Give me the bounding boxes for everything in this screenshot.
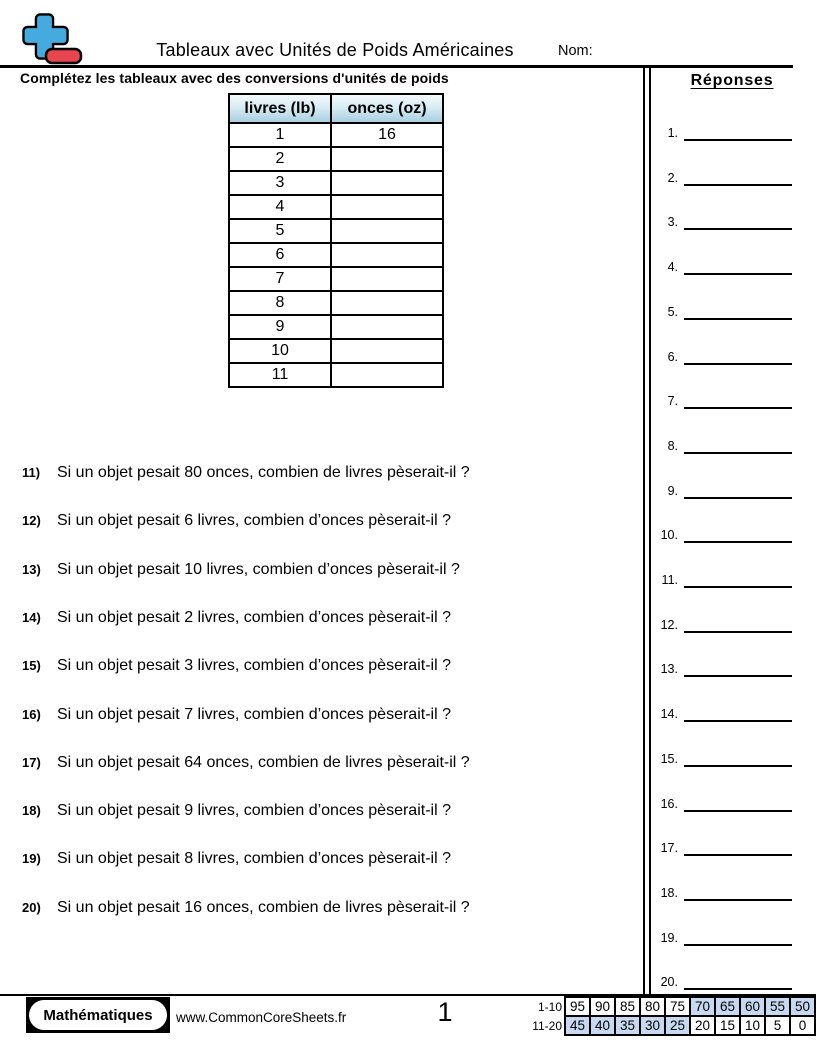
answer-blank-line[interactable] [684,841,792,856]
score-cell: 10 [740,1016,765,1035]
page-number: 1 [437,997,453,1027]
answer-item [650,124,792,141]
question-number: 11) [22,465,41,480]
table-row [229,315,443,339]
answer-number: 1. [667,126,678,140]
score-grid-body [565,997,815,1035]
answer-item [650,571,792,588]
score-cell: 80 [640,997,665,1016]
answers-divider-line [643,68,645,994]
score-cell: 25 [665,1016,690,1035]
question-number: 18) [22,803,41,819]
answer-item [650,258,792,275]
question-number: 16) [22,706,41,722]
instruction-text: Complétez les tableaux avec des conversions d'unités de poids [20,70,449,86]
answer-number: 15. [660,751,678,766]
table-row [229,147,443,171]
onces-value-cell[interactable] [331,171,443,195]
answer-blank-line[interactable] [684,931,792,946]
answer-item [650,437,792,454]
table-row [229,219,443,243]
answer-blank-line[interactable] [684,439,792,454]
score-cell: 50 [790,997,815,1016]
brand-badge-label: Mathématiques [29,1000,167,1030]
answer-item [650,303,792,320]
answer-item [650,795,792,812]
answer-blank-line[interactable] [684,797,792,812]
question-text: Si un objet pesait 16 onces, combien de livres pèserait-il ? [57,898,470,916]
brand-badge [26,997,170,1033]
answer-blank-line[interactable] [684,975,792,990]
score-cell: 15 [715,1016,740,1035]
plus-minus-logo-icon [22,13,84,65]
livres-value-cell: 2 [229,147,331,171]
score-cell: 20 [690,1016,715,1035]
answer-item [650,213,792,230]
question-text: Si un objet pesait 8 livres, combien d’onces pèserait-il ? [57,850,451,868]
question-item [22,512,451,530]
livres-value-cell: 11 [229,363,331,387]
question-text: Si un objet pesait 64 onces, combien de livres pèserait-il ? [57,753,470,771]
conversion-table-header-row [229,94,443,123]
score-cell: 90 [590,997,615,1016]
answer-item [650,526,792,543]
score-cell: 35 [615,1016,640,1035]
table-row [229,291,443,315]
commoncoresheets-logo [22,13,84,70]
table-row [229,363,443,387]
onces-value-cell[interactable] [331,243,443,267]
question-number: 13) [22,561,41,577]
answer-number: 17. [660,841,678,856]
answer-item [650,929,792,946]
question-text: Si un objet pesait 2 livres, combien d’onces pèserait-il ? [57,608,451,626]
answer-blank-line[interactable] [684,126,792,141]
onces-value-cell[interactable] [331,267,443,291]
page-title: Tableaux avec Unités de Poids Américaines [156,40,514,60]
column-header-livres: livres (lb) [229,94,331,123]
answer-number: 16. [660,796,678,811]
answer-number: 10. [660,528,678,543]
question-text: Si un objet pesait 7 livres, combien d’onces pèserait-il ? [57,705,451,723]
table-row [229,123,443,147]
livres-value-cell: 7 [229,267,331,291]
question-number: 14) [22,609,41,625]
question-text: Si un objet pesait 80 onces, combien de livres pèserait-il ? [57,464,470,481]
question-text: Si un objet pesait 10 livres, combien d’onces pèserait-il ? [57,560,460,578]
table-row [229,267,443,291]
answer-number: 2. [667,170,678,185]
answer-blank-line[interactable] [684,573,792,588]
answer-item [650,616,792,633]
answer-item [650,839,792,856]
answer-blank-line[interactable] [684,662,792,677]
answer-number: 3. [667,215,678,230]
answer-number: 13. [660,662,678,677]
score-cell: 95 [565,997,590,1016]
onces-value-cell[interactable] [331,363,443,387]
question-text: Si un objet pesait 9 livres, combien d’onces pèserait-il ? [57,802,451,820]
question-number: 12) [22,513,41,529]
question-number: 15) [22,658,41,674]
question-item [22,850,451,868]
score-cell: 45 [565,1016,590,1035]
score-cell: 60 [740,997,765,1016]
score-grid-row [565,1016,815,1035]
answer-number: 7. [667,394,678,409]
answer-item [650,482,792,499]
livres-value-cell: 5 [229,219,331,243]
answer-blank-line[interactable] [684,305,792,320]
score-cell: 40 [590,1016,615,1035]
question-item [22,464,470,482]
question-text: Si un objet pesait 3 livres, combien d’onces pèserait-il ? [57,657,451,675]
livres-value-cell: 9 [229,315,331,339]
answer-blank-line[interactable] [684,350,792,365]
answer-blank-line[interactable] [684,484,792,499]
answer-number: 6. [667,349,678,364]
header-divider [0,65,793,68]
question-item [22,609,451,627]
answer-blank-line[interactable] [684,215,792,230]
table-row [229,243,443,267]
answer-number: 8. [667,438,678,453]
score-cell: 5 [765,1016,790,1035]
answer-blank-line[interactable] [684,886,792,901]
onces-value-cell[interactable] [331,291,443,315]
answer-number: 5. [667,304,678,319]
onces-value-cell[interactable] [331,147,443,171]
question-item [22,899,470,917]
question-item [22,754,470,772]
score-cell: 85 [615,997,640,1016]
onces-value-cell[interactable] [331,195,443,219]
onces-value-cell[interactable] [331,339,443,363]
name-label: Nom: [558,43,593,59]
question-item [22,561,460,579]
score-grid [564,996,816,1036]
score-row-label-1-10: 1-10 [537,1000,562,1014]
score-row-label-11-20: 11-20 [532,1019,562,1033]
score-cell: 0 [790,1016,815,1035]
score-cell: 75 [665,997,690,1016]
livres-value-cell: 8 [229,291,331,315]
question-number: 17) [22,754,41,770]
question-item [22,706,451,724]
answer-blank-line[interactable] [684,394,792,409]
answer-number: 11. [661,573,678,587]
answer-blank-line[interactable] [684,260,792,275]
answer-blank-line[interactable] [684,171,792,186]
answer-item [650,973,792,990]
question-text: Si un objet pesait 6 livres, combien d’onces pèserait-il ? [57,512,451,530]
score-cell: 70 [690,997,715,1016]
answer-item [650,392,792,409]
answer-item [650,750,792,767]
answers-heading: Réponses [690,72,774,89]
answer-item [650,705,792,722]
livres-value-cell: 1 [229,123,331,147]
onces-value-cell[interactable]: 16 [331,123,443,147]
answer-number: 4. [667,260,678,275]
table-row [229,195,443,219]
score-grid-row [565,997,815,1016]
conversion-table [228,93,444,388]
livres-value-cell: 4 [229,195,331,219]
website-url: www.CommonCoreSheets.fr [176,1010,347,1025]
answer-blank-line[interactable] [684,707,792,722]
score-cell: 30 [640,1016,665,1035]
question-item [22,657,451,675]
answer-item [650,348,792,365]
conversion-table-body [229,123,443,387]
answer-number: 14. [660,707,678,722]
answer-number: 12. [660,617,678,632]
answer-blank-line[interactable] [684,618,792,633]
column-header-onces: onces (oz) [331,94,443,123]
question-item [22,802,451,820]
livres-value-cell: 3 [229,171,331,195]
onces-value-cell[interactable] [331,315,443,339]
table-row [229,171,443,195]
answer-number: 18. [660,885,678,900]
answer-item [650,884,792,901]
answer-number: 9. [667,483,678,498]
question-number: 19) [22,851,41,867]
score-cell: 55 [765,997,790,1016]
livres-value-cell: 6 [229,243,331,267]
score-cell: 65 [715,997,740,1016]
answer-item [650,169,792,186]
answer-number: 19. [660,930,678,945]
answer-blank-line[interactable] [684,752,792,767]
answer-number: 20. [660,975,678,990]
onces-value-cell[interactable] [331,219,443,243]
answer-item [650,660,792,677]
livres-value-cell: 10 [229,339,331,363]
table-row [229,339,443,363]
answer-blank-line[interactable] [684,528,792,543]
question-number: 20) [22,899,41,915]
